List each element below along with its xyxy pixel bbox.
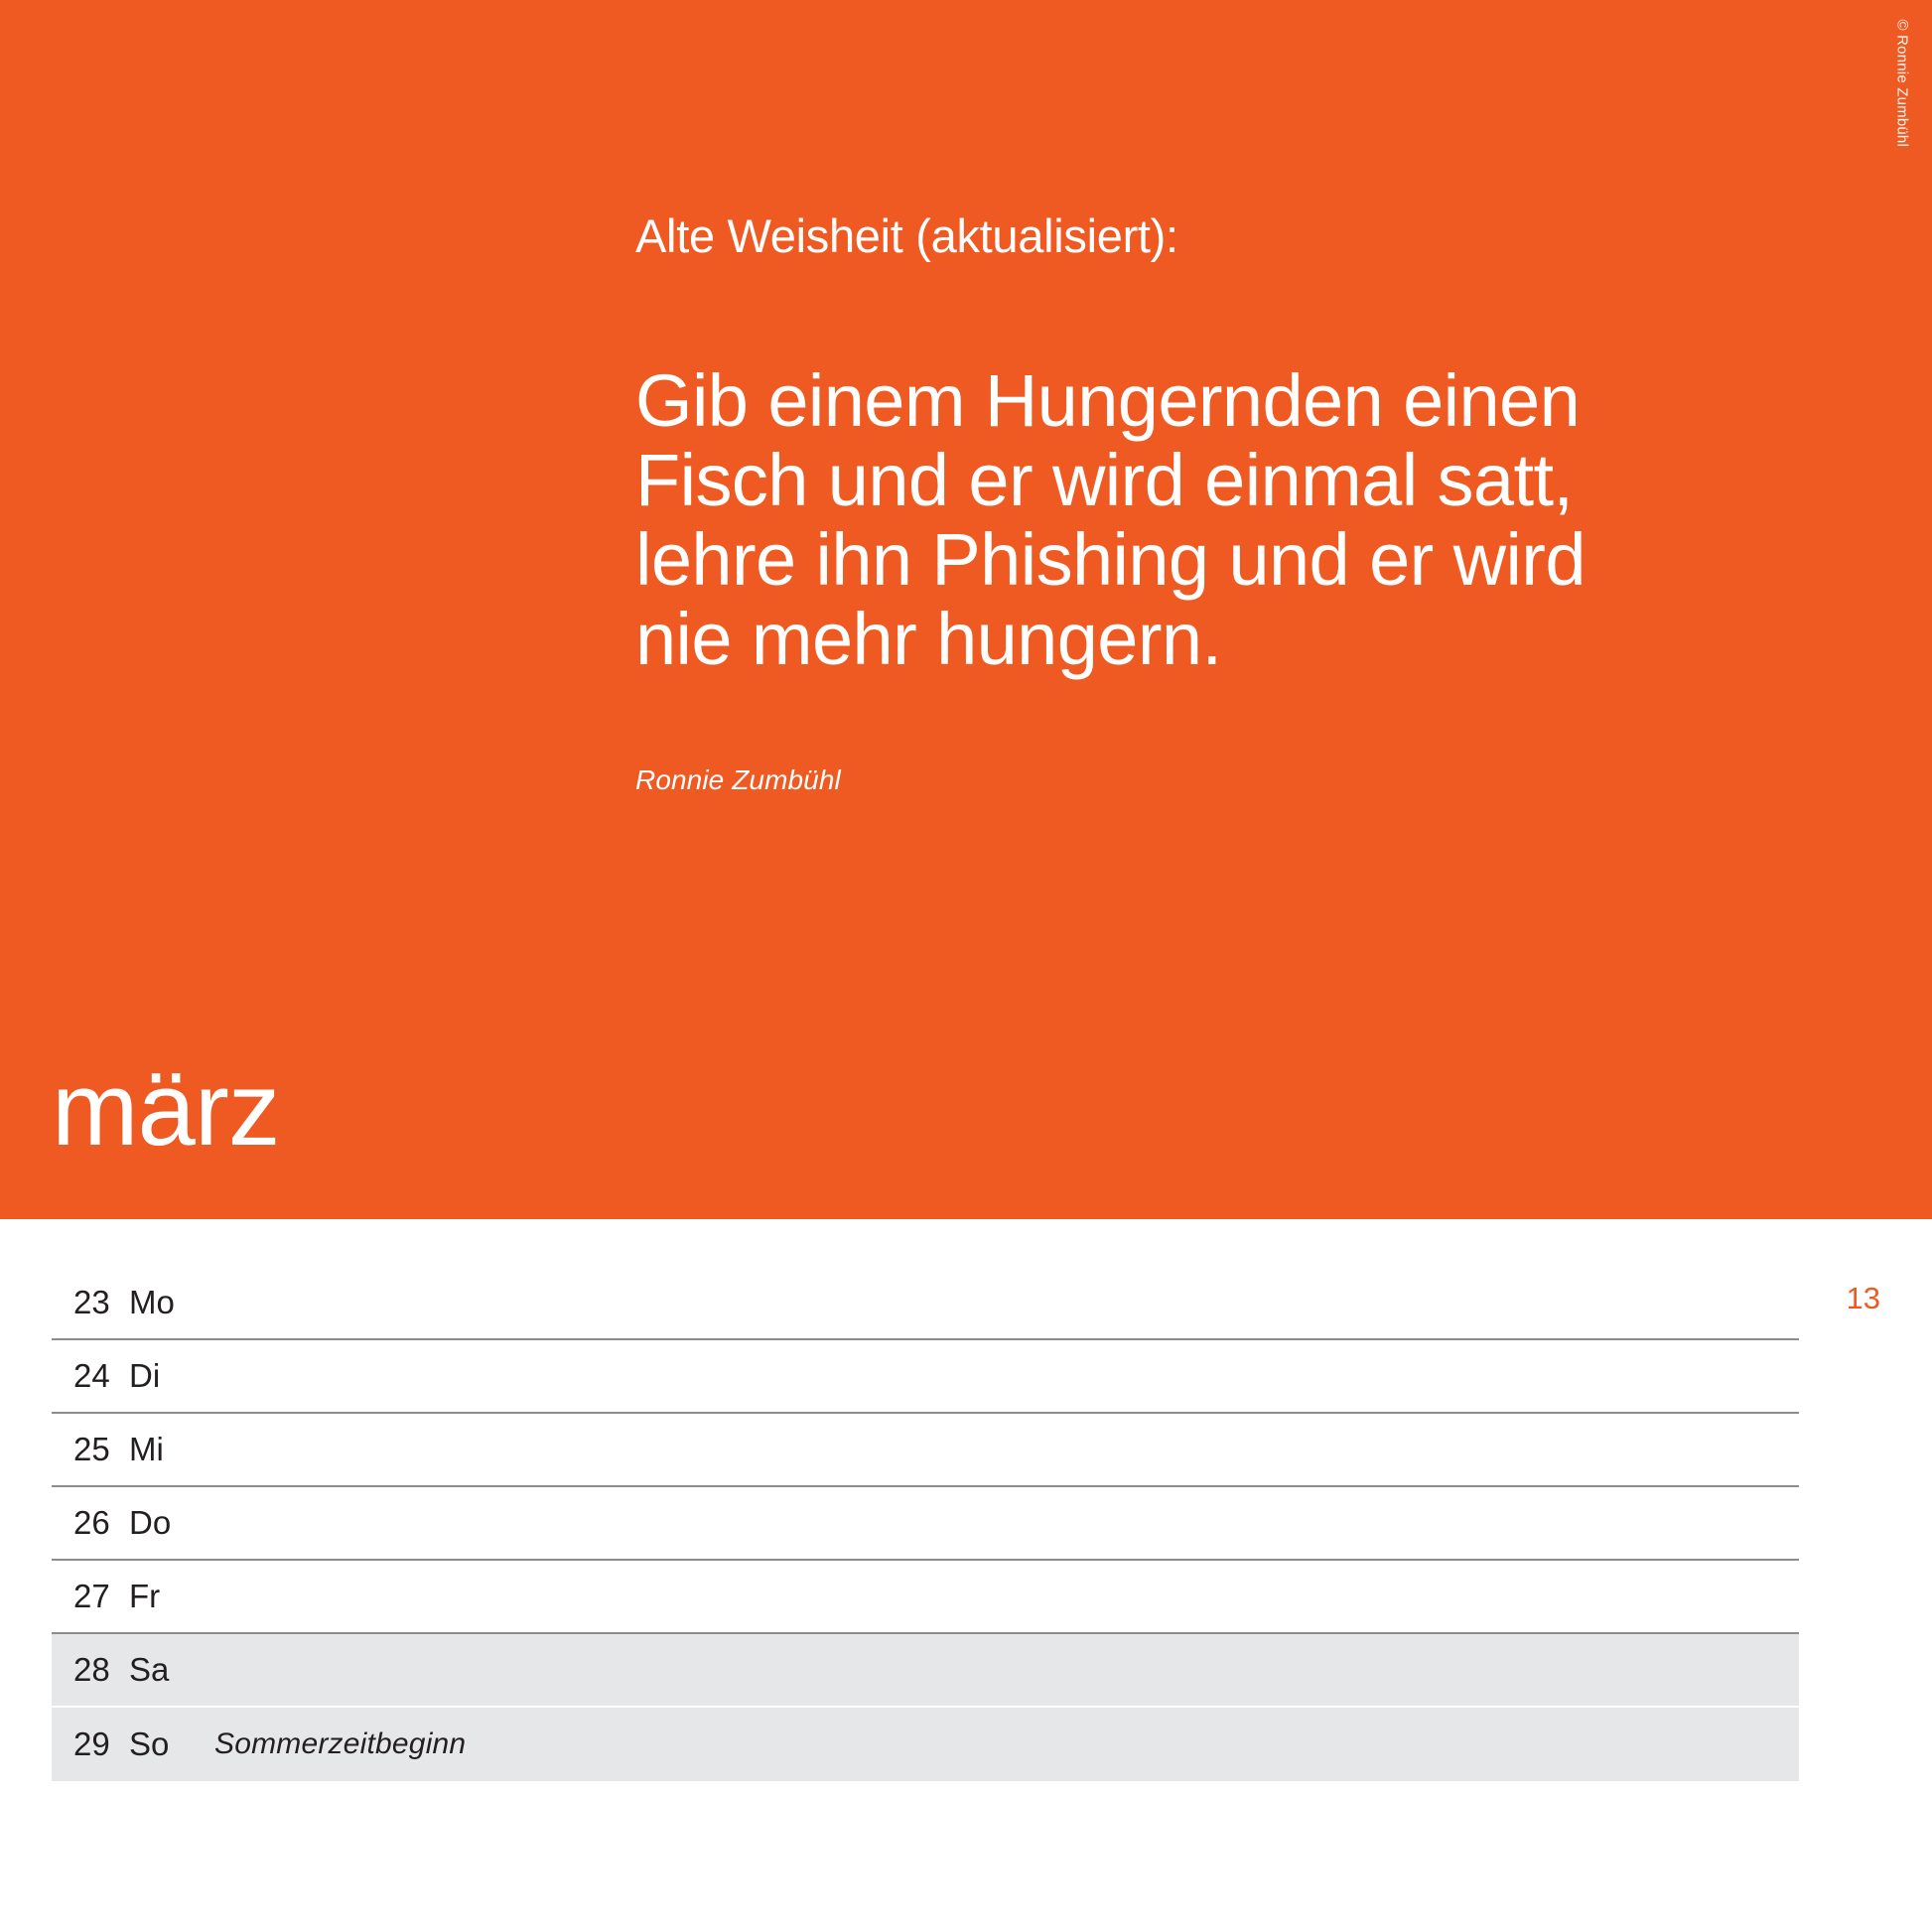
day-weekday: Fr [129,1578,161,1614]
day-number: 29 [73,1725,110,1762]
day-number: 27 [73,1578,110,1614]
quote-block [635,208,1708,796]
day-note: Sommerzeitbeginn [214,1727,467,1760]
day-weekday: Mo [129,1284,175,1320]
day-weekday: Do [129,1504,172,1541]
day-number: 24 [73,1357,110,1394]
day-weekday: So [129,1725,170,1762]
day-row[interactable] [52,1267,1799,1340]
day-number: 28 [73,1651,110,1688]
day-list [52,1267,1799,1781]
day-weekday: Sa [129,1651,170,1688]
quote-intro: Alte Weisheit (aktualisiert): [635,209,1178,262]
week-number: 13 [1846,1281,1880,1315]
day-row[interactable] [52,1634,1799,1708]
day-row[interactable] [52,1708,1799,1781]
day-row[interactable] [52,1414,1799,1487]
day-row[interactable] [52,1487,1799,1561]
calendar-section [0,1219,1932,1932]
day-number: 26 [73,1504,110,1541]
day-weekday: Mi [129,1431,164,1467]
quote-text: Gib einem Hungernden einen Fisch und er wird einmal satt, lehre ihn Phishing und er wird nie mehr hungern. [635,359,1586,681]
day-row[interactable] [52,1561,1799,1634]
day-number: 25 [73,1431,110,1467]
day-number: 23 [73,1284,110,1320]
day-weekday: Di [129,1357,161,1394]
month-title: märz [52,1051,280,1168]
quote-author: Ronnie Zumbühl [635,764,841,796]
photo-credit: © Ronnie Zumbühl [1893,19,1910,147]
day-row[interactable] [52,1340,1799,1414]
